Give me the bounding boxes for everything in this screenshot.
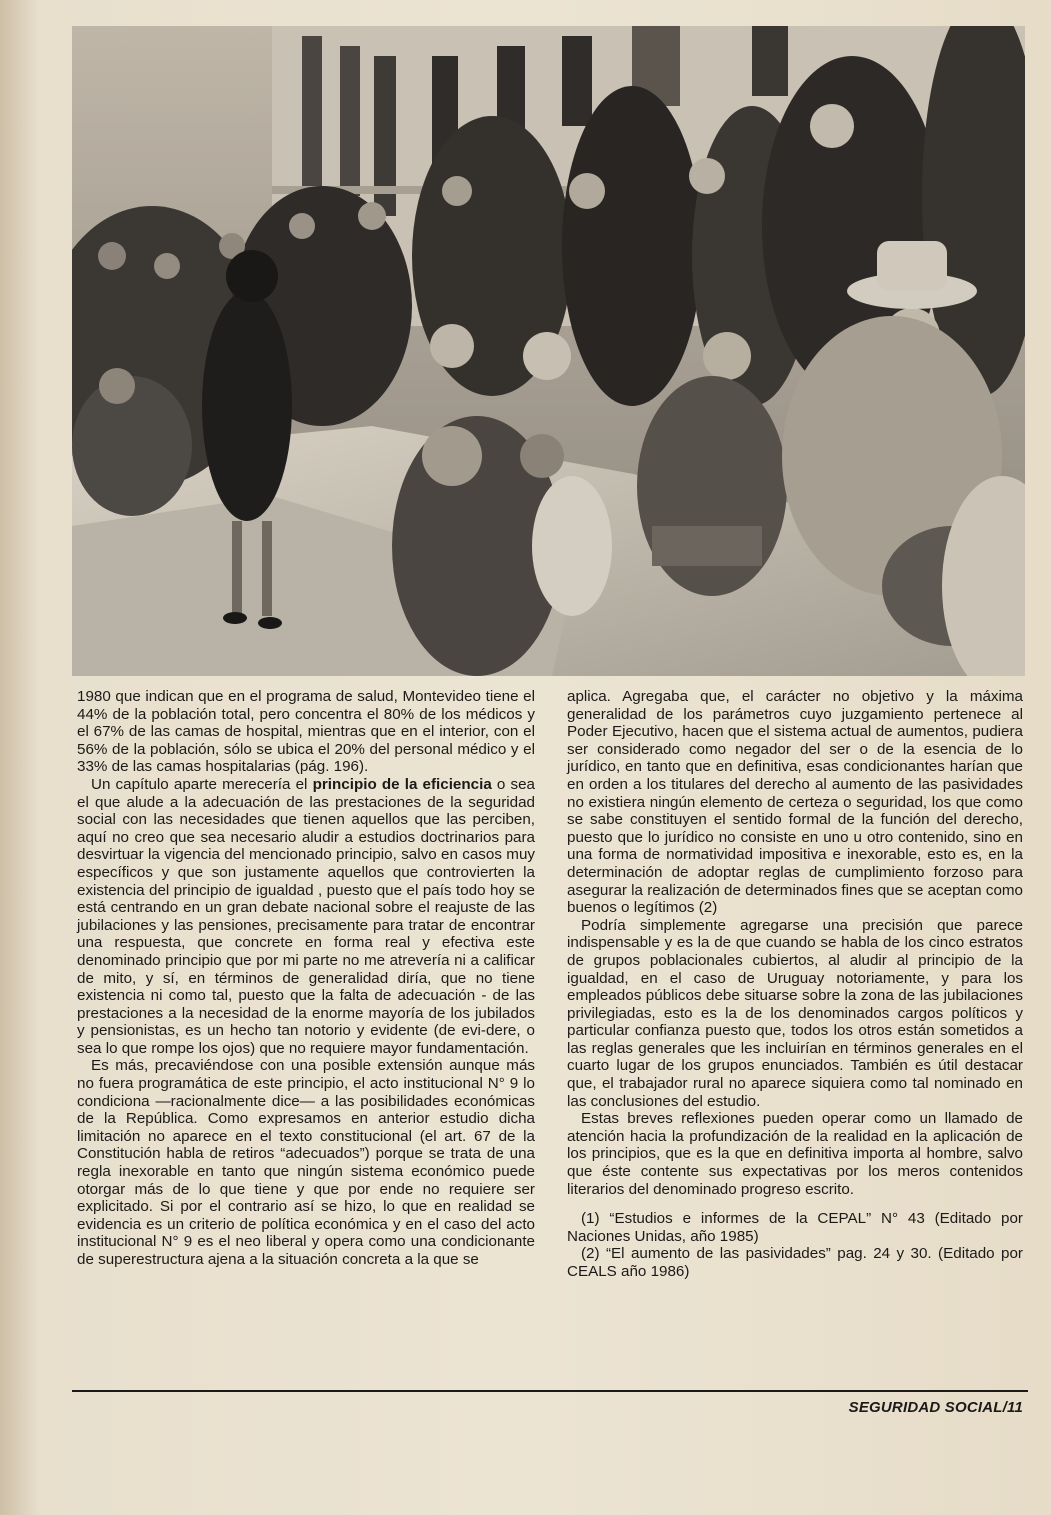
- footnote-spacer: [567, 1198, 1023, 1210]
- right-paragraph-1: aplica. Agregaba que, el carácter no objetivo y la máxima generalidad de los parámetros cuyo juzgamiento pertenece al Poder Ejecutivo, hacen que el sistema actual de aumentos, pudiera ser considerado como negador del ser o de la esencia de lo jurídico, en tanto que en definitiva, esas condicionantes harían que en orden a los titulares del derecho al aumento de las pasividades no existiera ningún elemento de certeza o seguridad, los que como se sabe constituyen el sentido formal de la función del derecho, puesto que lo jurídico no consiste en uno u otro contenido, sino en una forma de normatividad impositiva e inexorable, esto es, en la determinación de adoptar reglas de cumplimiento forzoso para asegurar la realización de determinados fines que se aceptan como buenos o legítimos (2): [567, 688, 1023, 917]
- footer-rule: [72, 1390, 1028, 1392]
- left-paragraph-2-rest: o sea el que alude a la adecuación de las prestaciones de la seguridad social con las necesidades que tienen aquellos que las perciben, aquí no creo que sea necesario aludir a estudios doctrinarios para desvirtuar la vigencia del mencionado principio, salvo en casos muy específicos y que son justamente aquellos que controvierten la existencia del principio de igualdad , puesto que el país todo hoy se está centrando en un gran debate nacional sobre el reajuste de las jubilaciones y las pensiones, precisamente para tratar de encontrar una respuesta, que concrete en forma real y efectiva este denominado principio que por mi parte no me atrevería ni a calificar de mito, y sí, en términos de generalidad diría, que no tiene existencia ni como tal, puesto que la falta de adecuación - de las prestaciones a la necesidad de la enorme mayoría de los jubilados y pensionistas, es un hecho tan notorio y evidente (de evi-dere, o sea lo que rompe los ojos) que no requiere mayor fundamentación.: [77, 775, 536, 1057]
- article-column-left: [77, 688, 535, 1269]
- left-paragraph-3: Es más, precaviéndose con una posible extensión aunque más no fuera programática de este principio, el acto institucional N° 9 lo condiciona —racionalmente dice— a las posibilidades económicas de la República. Como expresamos en anterior estudio dicha limitación no aparece en el texto constitucional (el art. 67 de la Constitución habla de retiros “adecuados”) porque se trata de una regla inexorable en tanto que ningún sistema económico puede otorgar más de lo que tiene y que por ende no requiere ser explicitado. Si por el contrario así se hizo, lo que en realidad se evidencia es un criterio de política económica y en el caso del acto institucional N° 9 es el neo liberal y opera como una condicionante de superestructura ajena a la situación concreta a la que se: [77, 1057, 535, 1268]
- right-paragraph-3: Estas breves reflexiones pueden operar como un llamado de atención hacia la profundización de la realidad en la aplicación de los principios, que es la que en definitiva importa al hombre, salvo que éste contente sus expectativas por los meros contenidos literarios del denominado progreso escrito.: [567, 1110, 1023, 1198]
- left-paragraph-2-start: Un capítulo aparte merecería el: [91, 775, 313, 793]
- left-paragraph-2: [77, 776, 535, 1058]
- right-paragraph-2: Podría simplemente agregarse una precisión que parece indispensable y es la de que cuando se habla de los cinco estratos de grupos poblacionales cubiertos, al aludir al principio de la igualdad, en el caso de Uruguay notoriamente, y para los empleados públicos debe situarse sobre la zona de las jubilaciones privilegiadas, esto es la de los denominados cargos políticos y particular confianza puesto que, todos los otros están sometidos a las reglas generales que les incluirían en términos generales en el cuarto lugar de los grupos enunciados. También es útil destacar que, el trabajador rural no aparece siquiera como tal nominado en las conclusiones del estudio.: [567, 916, 1023, 1110]
- photo-illustration: [72, 26, 1025, 676]
- footnotes: [567, 1210, 1023, 1280]
- left-paragraph-1: 1980 que indican que en el programa de salud, Montevideo tiene el 44% de la población total, pero concentra el 80% de los médicos y el 67% de las camas de hospital, mientras que en el interior, con el 56% de la población, sólo se ubica el 20% del personal médico y el 33% de las camas hospitalarias (pág. 196).: [77, 688, 535, 776]
- footnote-1: (1) “Estudios e informes de la CEPAL” N° 43 (Editado por Naciones Unidas, año 1985): [567, 1210, 1023, 1245]
- footnote-2: (2) “El aumento de las pasividades” pag. 24 y 30. (Editado por CEALS año 1986): [567, 1245, 1023, 1280]
- principle-efficiency-heading: principio de la eficiencia: [312, 775, 492, 793]
- article-column-right: [567, 688, 1023, 1281]
- page-footer: SEGURIDAD SOCIAL/11: [848, 1399, 1023, 1416]
- crowd-photograph: [72, 26, 1025, 676]
